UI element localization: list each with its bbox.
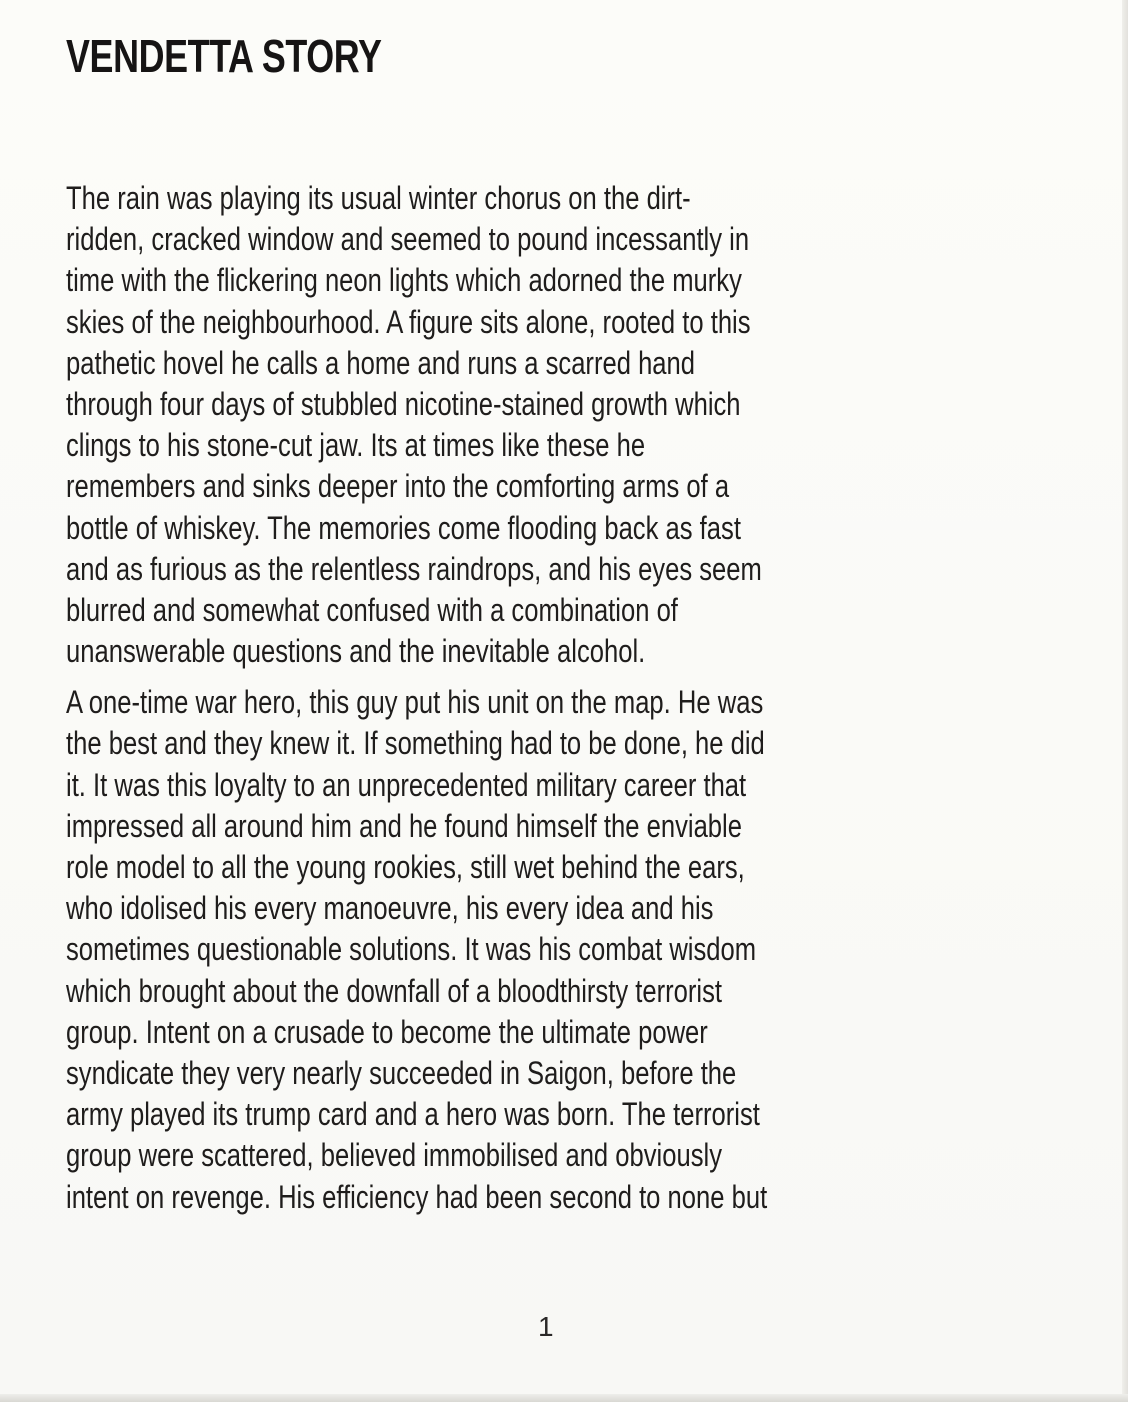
text-line: A one-time war hero, this guy put his unit on the map. He was bbox=[66, 684, 764, 721]
text-line: group. Intent on a crusade to become the ultimate power bbox=[66, 1013, 708, 1050]
text-line: the best and they knew it. If something had to be done, he did bbox=[66, 725, 765, 762]
page-title: VENDETTA STORY bbox=[66, 30, 382, 82]
page-number: 1 bbox=[538, 1311, 554, 1342]
text-line: time with the flickering neon lights which adorned the murky bbox=[66, 262, 742, 299]
text-line: it. It was this loyalty to an unprecedented military career that bbox=[66, 766, 747, 803]
text-line: impressed all around him and he found himself the enviable bbox=[66, 807, 742, 844]
paragraph-1 bbox=[66, 178, 986, 672]
text-line: role model to all the young rookies, still wet behind the ears, bbox=[66, 849, 745, 885]
text-line: which brought about the downfall of a bloodthirsty terrorist bbox=[66, 972, 723, 1009]
text-line: who idolised his every manoeuvre, his every idea and his bbox=[66, 890, 714, 927]
text-line: skies of the neighbourhood. A figure sits alone, rooted to this bbox=[66, 303, 751, 340]
text-line: blurred and somewhat confused with a combination of bbox=[66, 591, 678, 628]
text-line: army played its trump card and a hero was born. The terrorist bbox=[66, 1096, 760, 1133]
text-line: intent on revenge. His efficiency had been second to none but bbox=[66, 1178, 768, 1215]
page-edge-right bbox=[1122, 0, 1128, 1402]
text-line: syndicate they very nearly succeeded in Saigon, before the bbox=[66, 1054, 737, 1091]
page-edge-bottom bbox=[0, 1394, 1128, 1402]
text-line: through four days of stubbled nicotine-stained growth which bbox=[66, 385, 741, 422]
text-line: The rain was playing its usual winter chorus on the dirt- bbox=[66, 180, 691, 216]
text-line: group were scattered, believed immobilised and obviously bbox=[66, 1137, 722, 1174]
paragraph-2 bbox=[66, 682, 986, 1217]
text-line: clings to his stone-cut jaw. Its at times like these he bbox=[66, 427, 646, 464]
text-line: ridden, cracked window and seemed to pound incessantly in bbox=[66, 221, 750, 258]
text-line: remembers and sinks deeper into the comforting arms of a bbox=[66, 468, 730, 505]
text-line: and as furious as the relentless raindrops, and his eyes seem bbox=[66, 550, 762, 587]
text-line: pathetic hovel he calls a home and runs a scarred hand bbox=[66, 344, 696, 381]
text-line: unanswerable questions and the inevitable alcohol. bbox=[66, 633, 646, 670]
text-line: bottle of whiskey. The memories come flooding back as fast bbox=[66, 509, 741, 546]
text-line: sometimes questionable solutions. It was his combat wisdom bbox=[66, 931, 757, 968]
story-body bbox=[66, 178, 986, 1228]
